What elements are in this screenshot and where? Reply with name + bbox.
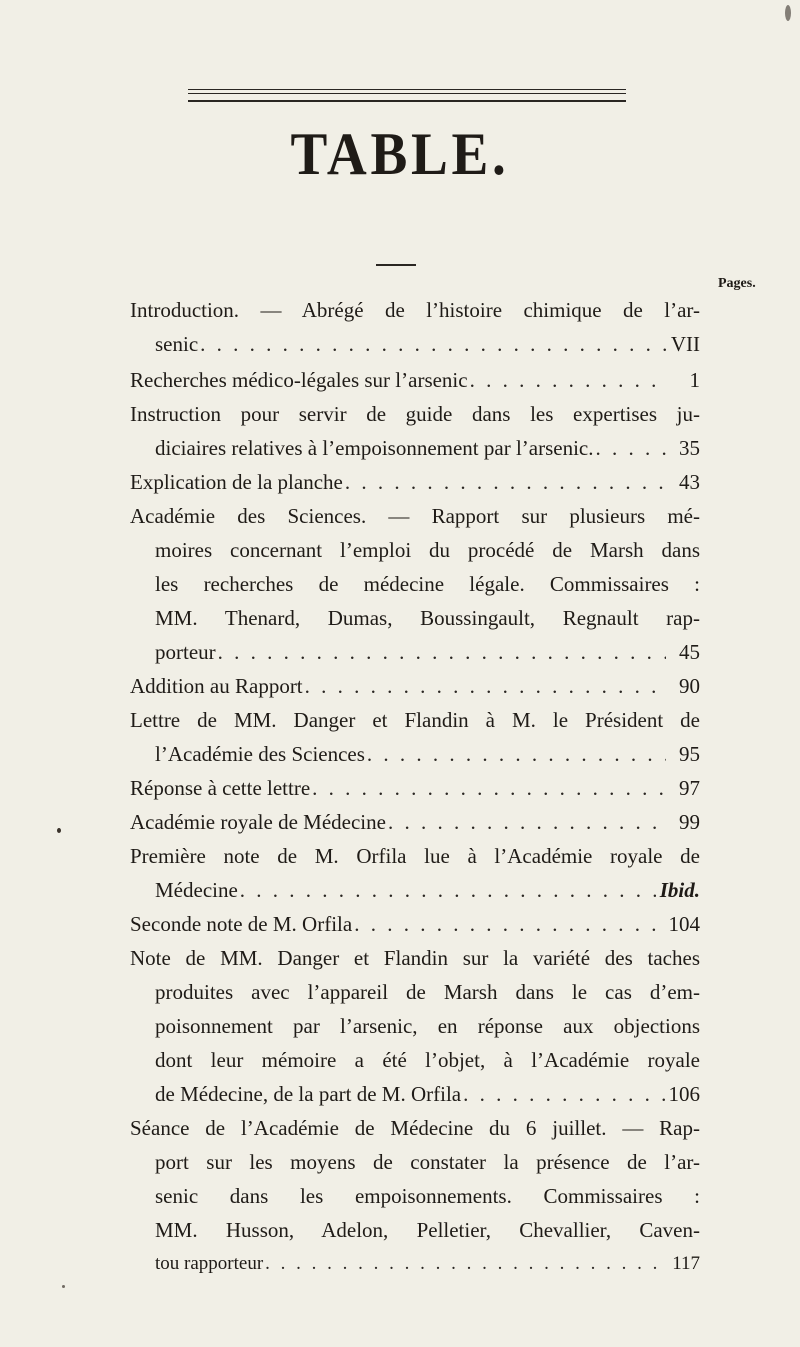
toc-entry-last-line	[155, 438, 700, 459]
toc-entry-line: MM. Husson, Adelon, Pelletier, Chevallier, Caven-	[155, 1218, 700, 1242]
toc-entry-line: produites avec l’appareil de Marsh dans le cas d’em-	[155, 980, 700, 1004]
dot-leader	[596, 438, 667, 459]
toc-entry-line: Note de MM. Danger et Flandin sur la variété des taches	[130, 946, 700, 970]
toc-entry-text: de Médecine, de la part de M. Orfila	[155, 1082, 462, 1106]
toc-entry-text: senic	[155, 332, 199, 356]
toc-entry-last-line	[155, 1254, 700, 1273]
toc-entry-line: Séance de l’Académie de Médecine du 6 juillet. — Rap-	[130, 1116, 700, 1140]
toc-entry-last-line	[130, 914, 700, 935]
title-separator-rule	[376, 264, 416, 266]
dot-leader	[240, 880, 656, 901]
dot-leader	[200, 334, 666, 355]
toc-entry-last-line	[155, 1084, 700, 1105]
toc-page-number: 117	[672, 1253, 700, 1274]
toc-entry-line: Instruction pour servir de guide dans les expertises ju-	[130, 402, 700, 426]
dot-leader	[367, 744, 666, 765]
toc-entry-text: Médecine	[155, 878, 238, 902]
toc-entry-text: tou rapporteur	[155, 1253, 264, 1274]
paper-speck	[62, 1285, 65, 1288]
toc-page-number: Ibid.	[659, 878, 700, 902]
toc-entry-text: Réponse à cette lettre	[130, 776, 311, 800]
toc-entry-last-line	[130, 812, 700, 833]
dot-leader	[218, 642, 666, 663]
header-rule	[188, 100, 626, 102]
toc-page-number: 97	[679, 776, 700, 800]
dot-leader	[305, 676, 666, 697]
toc-entry-text: Académie royale de Médecine	[130, 810, 386, 834]
toc-entry-line: Introduction. — Abrégé de l’histoire chimique de l’ar-	[130, 298, 700, 322]
toc-page-number: 106	[668, 1082, 700, 1106]
toc-entry-line: Académie des Sciences. — Rapport sur plusieurs mé-	[130, 504, 700, 528]
dot-leader	[463, 1084, 664, 1105]
toc-entry-line: port sur les moyens de constater la présence de l’ar-	[155, 1150, 700, 1174]
toc-entry-last-line	[130, 472, 700, 493]
toc-entry-line: senic dans les empoisonnements. Commissaires :	[155, 1184, 700, 1208]
toc-page-number: 90	[679, 674, 700, 698]
toc-entry-line: Lettre de MM. Danger et Flandin à M. le Président de	[130, 708, 700, 732]
toc-entry-line: poisonnement par l’arsenic, en réponse aux objections	[155, 1014, 700, 1038]
toc-entry-text: diciaires relatives à l’empoisonnement par l’arsenic.	[155, 436, 594, 460]
toc-entry-last-line	[130, 370, 700, 391]
toc-entry-text: Recherches médico-légales sur l’arsenic	[130, 368, 468, 392]
toc-page-number: 95	[679, 742, 700, 766]
toc-page-number: 35	[679, 436, 700, 460]
toc-page-number: 43	[679, 470, 700, 494]
dot-leader	[312, 778, 666, 799]
dot-leader	[388, 812, 666, 833]
toc-entry-last-line	[130, 778, 700, 799]
toc-page-number: VII	[670, 332, 700, 356]
toc-entry-last-line	[155, 744, 700, 765]
dot-leader	[354, 914, 664, 935]
dot-leader	[265, 1254, 666, 1273]
toc-entry-last-line	[155, 880, 700, 901]
toc-entry-text: porteur	[155, 640, 216, 664]
toc-entry-last-line	[155, 642, 700, 663]
dot-leader	[345, 472, 666, 493]
toc-page-number: 99	[679, 810, 700, 834]
paper-speck	[57, 828, 61, 833]
page-title: TABLE.	[290, 121, 510, 187]
toc-entry-line: les recherches de médecine légale. Commissaires :	[155, 572, 700, 596]
toc-entry-text: Explication de la planche	[130, 470, 343, 494]
toc-entry-line: dont leur mémoire a été l’objet, à l’Académie royale	[155, 1048, 700, 1072]
header-rule	[188, 89, 626, 90]
pages-column-label: Pages.	[718, 276, 756, 291]
toc-entry-text: l’Académie des Sciences	[155, 742, 365, 766]
toc-entry-last-line	[130, 676, 700, 697]
toc-entry-text: Seconde note de M. Orfila	[130, 912, 353, 936]
toc-entry-line: Première note de M. Orfila lue à l’Académie royale de	[130, 844, 700, 868]
toc-page-number: 104	[668, 912, 700, 936]
header-rule	[188, 93, 626, 94]
dot-leader	[470, 370, 666, 391]
toc-entry-line: moires concernant l’emploi du procédé de Marsh dans	[155, 538, 700, 562]
toc-entry-text: Addition au Rapport	[130, 674, 303, 698]
toc-entry-last-line	[155, 334, 700, 355]
paper-speck	[785, 5, 791, 21]
toc-entry-line: MM. Thenard, Dumas, Boussingault, Regnault rap-	[155, 606, 700, 630]
toc-page-number: 45	[679, 640, 700, 664]
toc-page-number: 1	[689, 368, 700, 392]
